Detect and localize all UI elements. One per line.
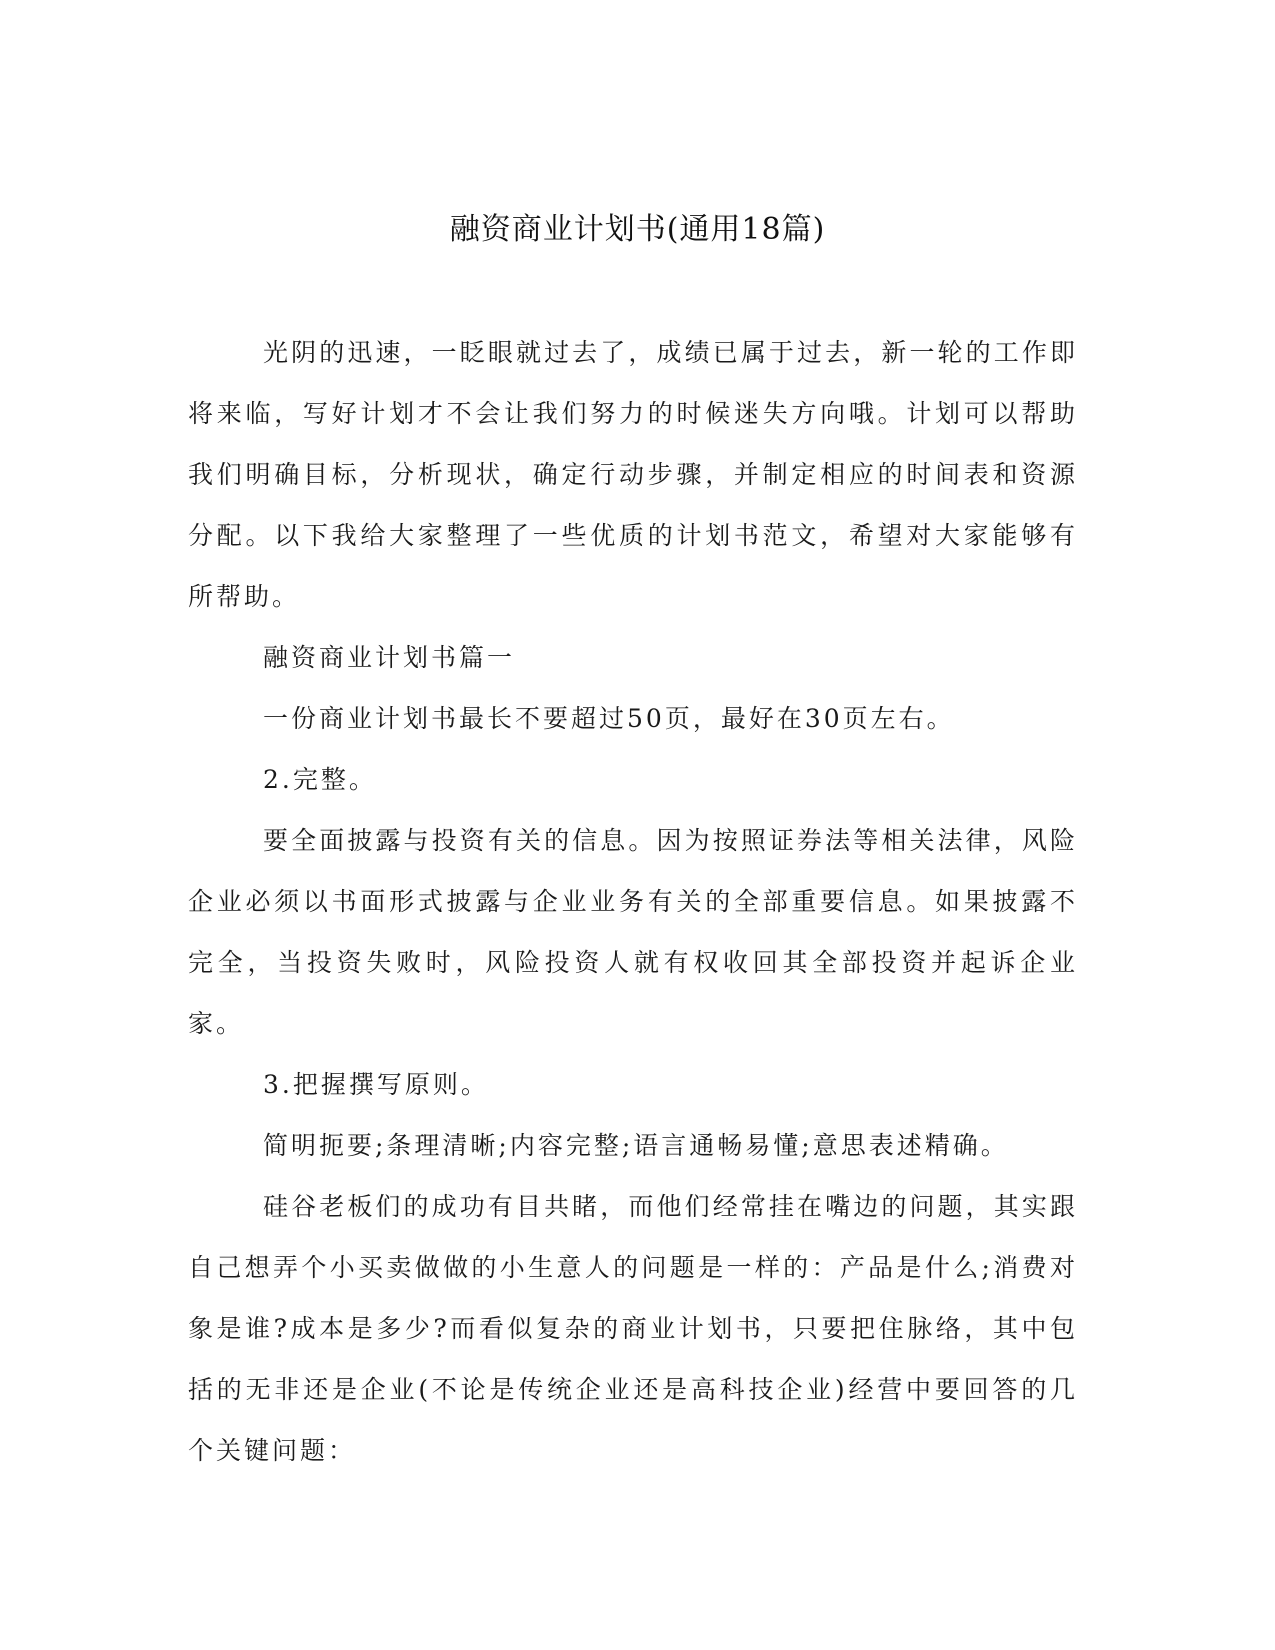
page-length-paragraph: 一份商业计划书最长不要超过50页，最好在30页左右。 — [263, 704, 955, 733]
disclosure-paragraph: 要全面披露与投资有关的信息。因为按照证券法等相关法律，风险企业必须以书面形式披露与企业业务有关的全部重要信息。如果披露不完全，当投资失败时，风险投资人就有权收回其全部投资并起诉企业家。 — [188, 826, 1078, 1038]
item-heading-principles: 3.把握撰写原则。 — [263, 1070, 489, 1099]
intro-paragraph: 光阴的迅速，一眨眼就过去了，成绩已属于过去，新一轮的工作即将来临，写好计划才不会让我们努力的时候迷失方向哦。计划可以帮助我们明确目标，分析现状，确定行动步骤，并制定相应的时间表和资源分配。以下我给大家整理了一些优质的计划书范文，希望对大家能够有所帮助。 — [188, 338, 1078, 611]
document-title: 融资商业计划书(通用18篇) — [449, 212, 826, 247]
document-body — [188, 322, 1078, 1481]
section-heading: 融资商业计划书篇一 — [263, 643, 516, 672]
silicon-valley-paragraph: 硅谷老板们的成功有目共睹，而他们经常挂在嘴边的问题，其实跟自己想弄个小买卖做做的小生意人的问题是一样的：产品是什么;消费对象是谁?成本是多少?而看似复杂的商业计划书，只要把住脉络，其中包括的无非还是企业(不论是传统企业还是高科技企业)经营中要回答的几个关键问题： — [188, 1192, 1078, 1465]
item-heading-complete: 2.完整。 — [263, 765, 377, 794]
principles-paragraph: 简明扼要;条理清晰;内容完整;语言通畅易懂;意思表述精确。 — [263, 1131, 1009, 1160]
